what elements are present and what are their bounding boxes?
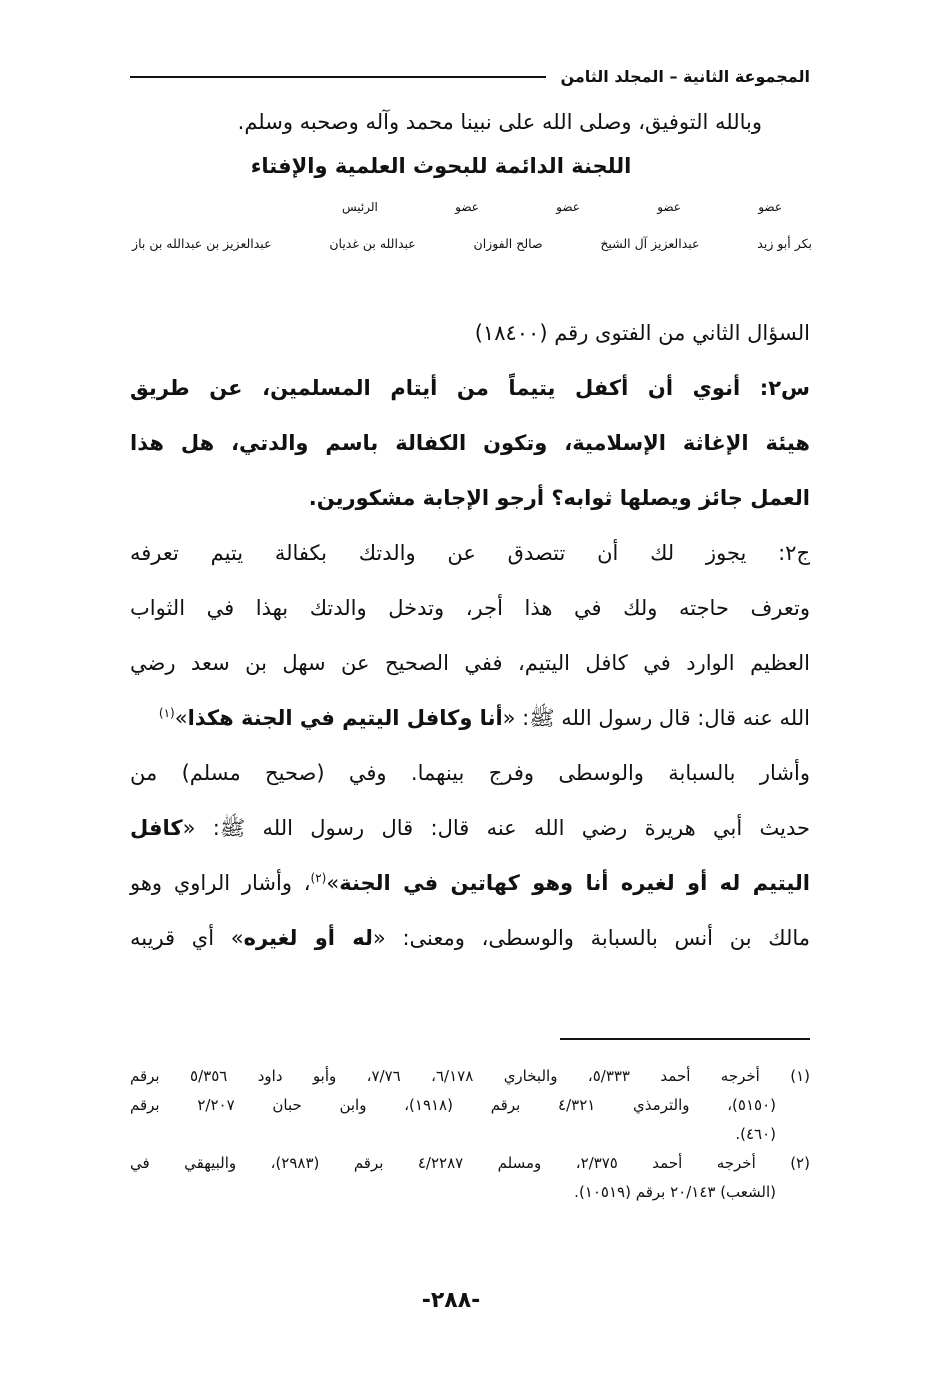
question-heading: السؤال الثاني من الفتوى رقم (١٨٤٠٠) <box>474 321 810 345</box>
hadith-quote: أنا وكافل اليتيم في الجنة هكذا <box>187 706 503 730</box>
header-rule <box>130 76 546 78</box>
answer-line: وأشار بالسبابة والوسطى وفرج بينهما. وفي (صحيح مسلم) من <box>130 761 810 785</box>
answer-text: حديث أبي هريرة رضي الله عنه قال: قال رسول الله ﷺ: « <box>182 816 810 840</box>
signature-title-president: الرئيس <box>342 200 378 214</box>
page-number: -٢٨٨- <box>421 1288 481 1313</box>
answer-text: الله عنه قال: قال رسول الله ﷺ: « <box>502 706 810 730</box>
signature-name: بكر أبو زيد <box>757 236 812 251</box>
answer-line: العظيم الوارد في كافل اليتيم، ففي الصحيح عن سهل بن سعد رضي <box>130 651 810 675</box>
hadith-quote: له أو لغيره <box>243 926 373 950</box>
signature-titles <box>132 200 812 222</box>
answer-text: ، وأشار الراوي وهو <box>130 871 311 895</box>
signature-names <box>132 236 812 251</box>
running-header <box>130 62 810 90</box>
committee-name: اللجنة الدائمة للبحوث العلمية والإفتاء <box>250 154 632 178</box>
signature-name: عبدالعزيز آل الشيخ <box>600 236 700 251</box>
signature-name: صالح الفوزان <box>473 236 543 251</box>
signature-title: عضو <box>455 200 479 214</box>
signature-title: عضو <box>758 200 782 214</box>
footnote-line: (١) أخرجه أحمد ٥/٣٣٣، والبخاري ٦/١٧٨، ٧/٧٦، وأبو داود ٥/٣٥٦ برقم <box>130 1067 811 1085</box>
question-line: هيئة الإغاثة الإسلامية، وتكون الكفالة باسم والدتي، هل هذا <box>130 431 810 455</box>
footnote-line: (٢) أخرجه أحمد ٢/٣٧٥، ومسلم ٤/٢٢٨٧ برقم (٢٩٨٣)، والبيهقي في <box>130 1154 810 1172</box>
signature-name-president: عبدالعزيز بن عبدالله بن باز <box>132 236 272 251</box>
quote-mark: » <box>174 706 188 730</box>
answer-line: ج٢: يجوز لك أن تتصدق عن والدتك بكفالة يتيم تعرفه <box>130 541 810 565</box>
footnote-line: (الشعب) ٢٠/١٤٣ برقم (١٠٥١٩). <box>574 1183 776 1201</box>
footnote-ref: (١) <box>158 706 175 720</box>
footnotes <box>130 1062 810 1207</box>
hadith-quote: اليتيم له أو لغيره أنا وهو كهاتين في الجنة <box>339 871 810 895</box>
signature-name: عبدالله بن غديان <box>329 236 416 251</box>
question-line: س٢: أنوي أن أكفل يتيماً من أيتام المسلمين، عن طريق <box>130 376 810 400</box>
question-line: العمل جائز ويصلها ثوابه؟ أرجو الإجابة مشكورين. <box>308 486 810 510</box>
answer-line <box>130 803 810 858</box>
signature-title: عضو <box>657 200 681 214</box>
footnote-line: (٥١٥٠)، والترمذي ٤/٣٢١ برقم (١٩١٨)، وابن حبان ٢/٢٠٧ برقم <box>130 1096 777 1114</box>
answer-line <box>130 693 810 748</box>
main-text <box>130 308 810 968</box>
signature-block <box>132 200 812 251</box>
footnote-ref: (٢) <box>310 871 327 885</box>
header-title: المجموعة الثانية – المجلد الثامن <box>560 66 810 86</box>
answer-line <box>130 913 810 968</box>
hadith-quote: كافل <box>130 816 183 840</box>
footnote-line: (٤٦٠). <box>735 1125 776 1143</box>
signature-title: عضو <box>556 200 580 214</box>
answer-line <box>130 858 810 913</box>
answer-text: » أي قريبه <box>130 926 244 950</box>
answer-text: مالك بن أنس بالسبابة والوسطى، ومعنى: « <box>372 926 810 950</box>
quote-mark: » <box>326 871 340 895</box>
closing-line: وبالله التوفيق، وصلى الله على نبينا محمد وآله وصحبه وسلم. <box>237 110 762 134</box>
answer-line: وتعرف حاجته ولك في هذا أجر، وتدخل والدتك بهذا في الثواب <box>130 596 810 620</box>
footnote-rule <box>560 1038 810 1040</box>
